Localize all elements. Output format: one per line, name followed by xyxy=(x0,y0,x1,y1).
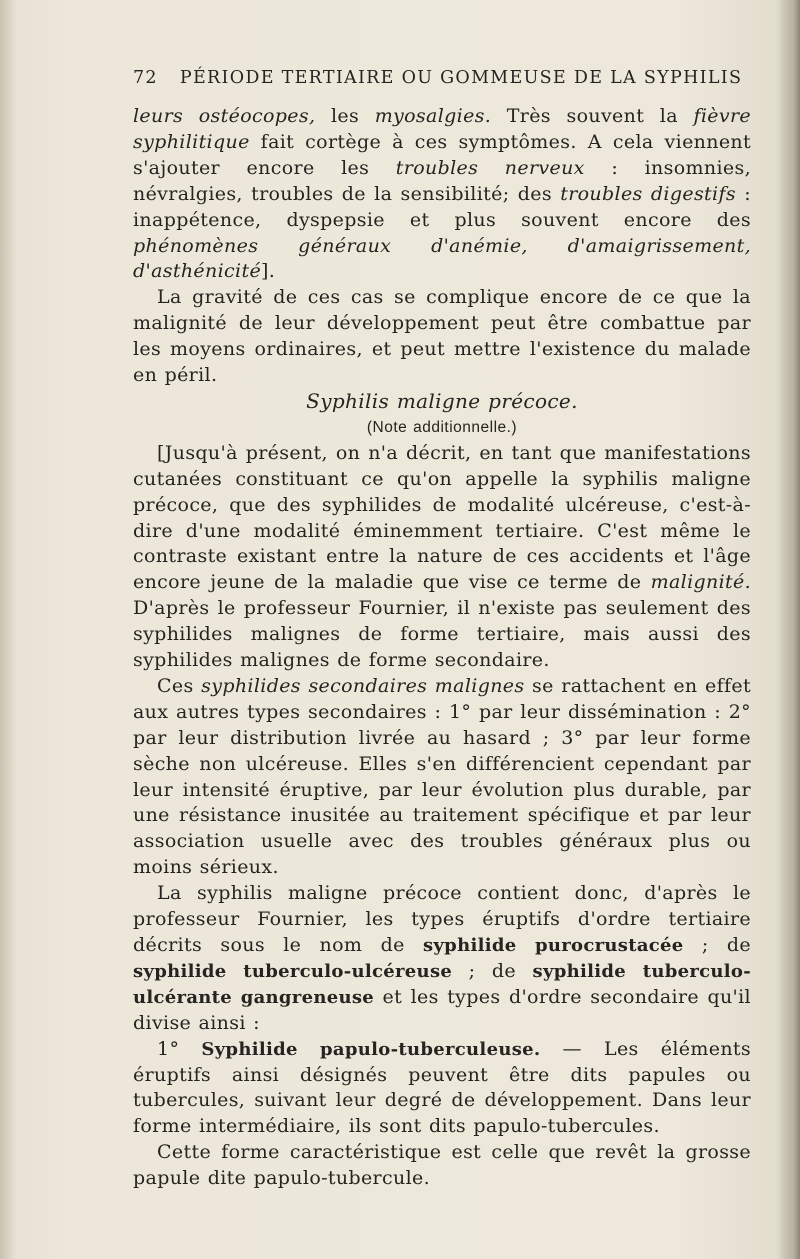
paragraph: La gravité de ces cas se complique encore de ce que la malignité de leur développement peut être combattue par les moyens ordinaires, et peut mettre l'existence du malade en péril. xyxy=(133,286,751,387)
text-run: 1° xyxy=(157,1037,202,1060)
bold-term: syphilide tuberculo-ulcérante gangreneuse xyxy=(133,960,751,1008)
text-run: : inappétence, dyspepsie et plus souvent encore des xyxy=(133,182,751,231)
paragraph xyxy=(133,674,751,881)
bold-term: syphilide purocrustacée xyxy=(422,935,684,956)
text-run: ]. xyxy=(261,260,276,283)
page-left-edge xyxy=(0,0,16,1259)
paragraph xyxy=(133,104,751,285)
bold-term: Syphilide papulo-tuberculeuse. xyxy=(201,1038,541,1060)
running-header xyxy=(133,68,773,88)
bold-term: syphilide tuberculo-ulcéreuse xyxy=(133,960,453,982)
text-run: [Jusqu'à présent, on n'a décrit, en tant que manifestations cutanées constituant ce qu'on appelle la syphilis maligne précoce, que des syphilides de modalité ulcéreuse, c'est-à-dire d'une modalité éminemment tertiaire. C'est même le contraste existant entre la nature de ces accidents et l'âge encore jeune de la maladie que vise ce terme de xyxy=(133,441,751,594)
text-run: ; de xyxy=(452,959,533,982)
running-title: PÉRIODE TERTIAIRE OU GOMMEUSE DE LA SYPHILIS xyxy=(179,68,743,88)
text-run: fait cortège à ces symptômes. A cela viennent s'ajouter encore les xyxy=(133,130,751,179)
text-run: ; de xyxy=(683,934,752,956)
text-run: les xyxy=(315,105,375,127)
body-text xyxy=(133,104,751,1192)
page-right-edge xyxy=(778,0,800,1259)
text-run: — Les éléments éruptifs ainsi désignés peuvent être dits papules ou tubercules, suivant leur degré de développement. Dans leur forme intermédiaire, ils sont dits papulo-tubercules. xyxy=(133,1037,751,1138)
italic-term: malignité. xyxy=(650,571,751,594)
italic-term: phénomènes généraux d'anémie, d'amaigrissement, d'asthénicité xyxy=(133,234,751,283)
paragraph xyxy=(133,1037,751,1141)
section-title: Syphilis maligne précoce. xyxy=(306,388,578,413)
italic-term: syphilides secondaires malignes xyxy=(201,674,525,697)
italic-term: myosalgies. xyxy=(374,105,492,127)
text-run: : insomnies, névralgies, troubles de la sensibilité; des xyxy=(133,156,752,205)
text-run: Très souvent la xyxy=(491,105,694,127)
text-run: La syphilis maligne précoce contient donc, d'après le professeur Fournier, les types éruptifs d'ordre tertiaire décrits sous le nom de xyxy=(133,882,751,956)
text-run: Ces xyxy=(157,674,202,697)
italic-term: leurs ostéocopes, xyxy=(133,105,316,127)
italic-term: fièvre syphilitique xyxy=(133,105,752,153)
italic-term: troubles digestifs xyxy=(560,182,736,205)
paragraph xyxy=(133,881,751,1036)
italic-term: troubles nerveux xyxy=(395,156,585,179)
text-run: D'après le professeur Fournier, il n'existe pas seulement des syphilides malignes de forme tertiaire, mais aussi des syphilides malignes de forme secondaire. xyxy=(133,597,751,672)
paragraph xyxy=(133,441,751,674)
text-run: et les types d'ordre secondaire qu'il divise ainsi : xyxy=(133,985,751,1034)
page-number: 72 xyxy=(133,68,158,88)
paragraph: Cette forme caractéristique est celle que revêt la grosse papule dite papulo-tubercule. xyxy=(133,1141,751,1190)
section-note: (Note additionnelle.) xyxy=(366,418,518,436)
text-run: se rattachent en effet aux autres types secondaires : 1° par leur dissémination : 2° par leur distribution livrée au hasard ; 3° par leur forme sèche non ulcéreuse. Elles s'en différencient cependant par leur intensité éruptive, par leur évolution plus durable, par une résistance inusitée au traitement spécifique et par leur association usuelle avec des troubles généraux plus ou moins sérieux. xyxy=(133,674,751,879)
